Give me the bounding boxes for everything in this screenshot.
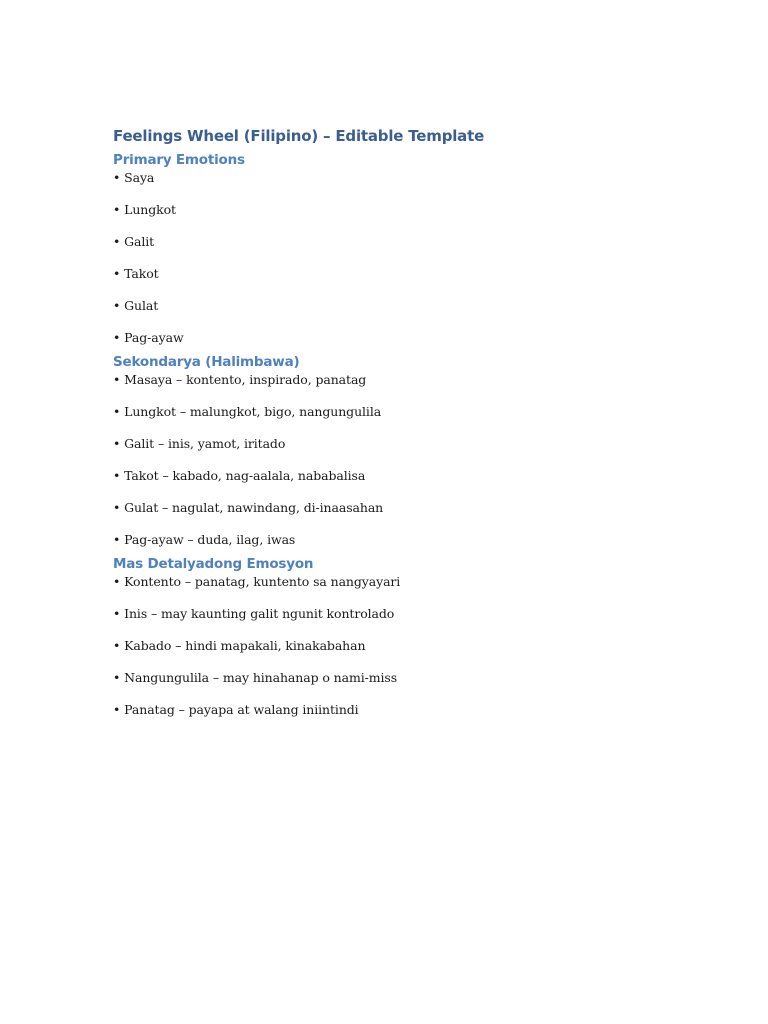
list-item: • Gulat – nagulat, nawindang, di-inaasahan	[113, 500, 384, 515]
list-item: • Inis – may kaunting galit ngunit kontrolado	[113, 606, 395, 621]
list-item: • Masaya – kontento, inspirado, panatag	[113, 372, 367, 387]
list-item: • Kabado – hindi mapakali, kinakabahan	[113, 638, 366, 653]
list-item: • Galit – inis, yamot, iritado	[113, 436, 286, 451]
bullet-list	[113, 171, 673, 351]
list-item: • Panatag – payapa at walang iniintindi	[113, 702, 359, 717]
section-heading: Sekondarya (Halimbawa)	[113, 354, 300, 370]
bullet-list	[113, 575, 673, 723]
list-item: • Pag-ayaw – duda, ilag, iwas	[113, 532, 296, 547]
list-item: • Kontento – panatag, kuntento sa nangyayari	[113, 574, 401, 589]
list-item: • Galit	[113, 234, 155, 249]
list-item: • Lungkot	[113, 202, 176, 217]
list-item: • Gulat	[113, 298, 159, 313]
bullet-list	[113, 373, 673, 553]
list-item: • Saya	[113, 170, 155, 185]
list-item: • Lungkot – malungkot, bigo, nangungulila	[113, 404, 382, 419]
list-item: • Pag-ayaw	[113, 330, 184, 345]
section-sekondarya	[113, 351, 673, 553]
document-page	[113, 123, 673, 723]
section-primary-emotions	[113, 149, 673, 351]
document-title: Feelings Wheel (Filipino) – Editable Template	[113, 127, 485, 145]
section-detalyadong-emosyon	[113, 553, 673, 723]
section-heading: Primary Emotions	[113, 152, 245, 168]
list-item: • Takot	[113, 266, 159, 281]
list-item: • Nangungulila – may hinahanap o nami-miss	[113, 670, 398, 685]
list-item: • Takot – kabado, nag-aalala, nababalisa	[113, 468, 366, 483]
section-heading: Mas Detalyadong Emosyon	[113, 556, 314, 572]
